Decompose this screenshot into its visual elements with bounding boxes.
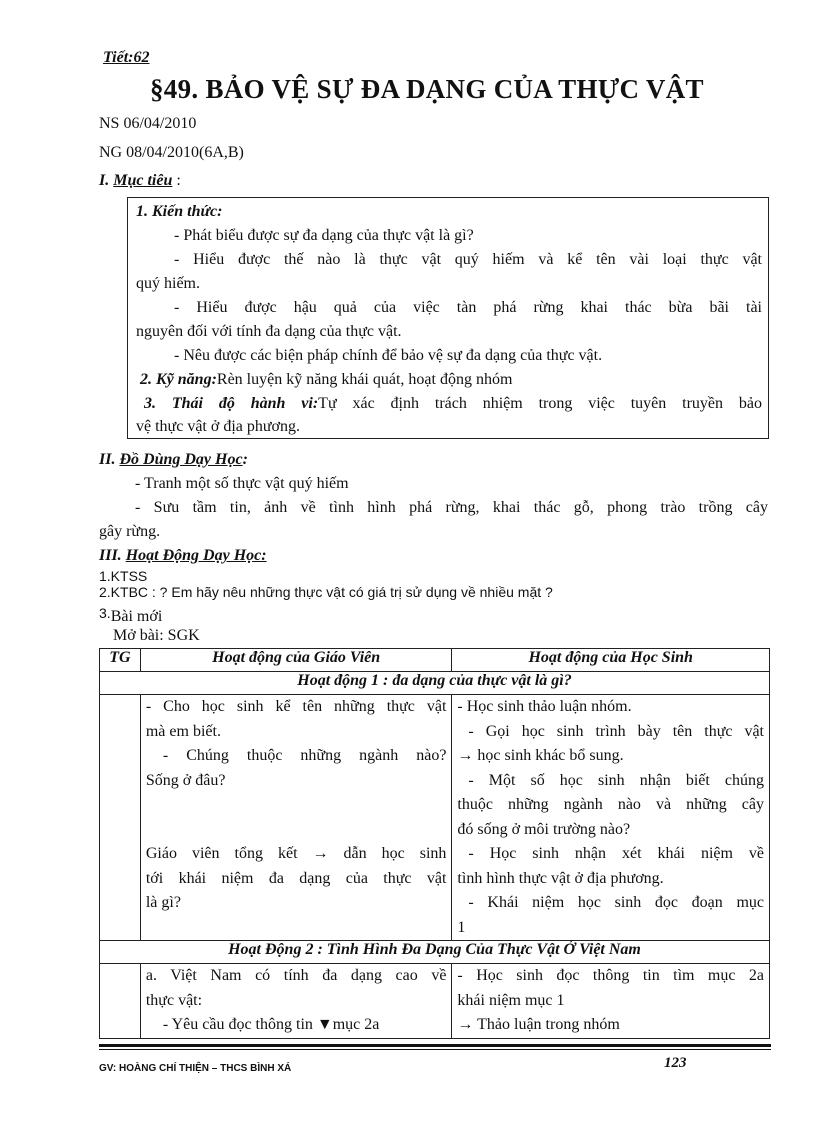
cell-line: khái niệm mục 1: [457, 991, 565, 1009]
cell-line: [141, 793, 452, 818]
objectives-heading-suffix: :: [172, 172, 181, 189]
cell-line: - Học sinh nhận xét khái niệm về: [468, 845, 764, 862]
intro-line: Mở bài: SGK: [113, 627, 200, 644]
activities-heading-text: Hoạt Động Dạy Học:: [125, 547, 267, 564]
page-title: §49. BẢO VỆ SỰ ĐA DẠNG CỦA THỰC VẬT: [150, 74, 704, 104]
objectives-heading-num: I.: [99, 172, 114, 189]
step-ktbc: 2.KTBC : ? Em hãy nêu những thực vật có giá trị sử dụng về nhiều mặt ?: [99, 584, 553, 600]
page-number: 123: [664, 1055, 687, 1071]
materials-item-cont: gây rừng.: [99, 523, 161, 540]
cell-line: - Cho học sinh kể tên những thực vật: [145, 698, 447, 715]
skill-text: Rèn luyện kỹ năng khái quát, hoạt động nhóm: [216, 371, 513, 388]
cell-line: tình hình thực vật ở địa phương.: [457, 869, 664, 887]
cell-line: Giáo viên tổng kết → dẫn học sinh: [145, 845, 447, 862]
cell-line: - Học sinh thảo luận nhóm.: [457, 698, 632, 715]
cell-line: [141, 818, 452, 843]
col-student-header: Hoạt động của Học Sinh: [452, 649, 770, 672]
col-tg-header: TG: [100, 649, 141, 672]
step-ktss: 1.KTSS: [99, 568, 148, 584]
activity2-title-row: [100, 941, 770, 964]
objectives-heading-text: Mục tiêu: [113, 172, 173, 189]
footer-rule-thick: [99, 1044, 771, 1047]
activity2-title: Hoạt Động 2 : Tình Hình Đa Dạng Của Thực Vật Ở Việt Nam: [100, 941, 770, 964]
prep-date: NS 06/04/2010: [99, 115, 197, 132]
lesson-number: Tiết:62: [103, 49, 150, 66]
activities-heading: [99, 547, 267, 565]
attitude-label: 3. Thái độ hành vi:: [144, 395, 319, 412]
cell-line: là gì?: [145, 894, 181, 911]
knowledge-item: - Nêu được các biện pháp chính để bảo vệ sự đa dạng của thực vật.: [174, 347, 603, 364]
cell-line: a. Việt Nam có tính đa dạng cao về: [145, 967, 447, 984]
materials-heading-num: II.: [99, 451, 120, 468]
step-new-lesson: [99, 605, 162, 626]
objectives-heading: [99, 172, 181, 190]
materials-heading-suffix: :: [242, 451, 248, 468]
cell-line: Sống ở đâu?: [145, 771, 226, 789]
cell-line: - Khái niệm học sinh đọc đoạn mục: [468, 894, 764, 911]
objectives-box: [127, 197, 769, 439]
attitude-text: Tự xác định trách nhiệm trong việc tuyên truyền bảo: [318, 395, 763, 412]
attitude-line: [144, 395, 762, 413]
materials-item: - Tranh một số thực vật quý hiếm: [135, 475, 349, 492]
cell-line: đó sống ở môi trường nào?: [457, 820, 631, 838]
activity1-student: [452, 695, 770, 941]
cell-line: - Chúng thuộc những ngành nào?: [162, 747, 447, 764]
step-new-lesson-text: Bài mới: [110, 608, 163, 625]
activity1-title-row: [100, 672, 770, 695]
activity2-teacher: [140, 964, 452, 1039]
skill-label: 2. Kỹ năng:: [140, 371, 217, 388]
skill-line: [140, 371, 512, 389]
cell-spacer: [141, 916, 452, 941]
activities-heading-num: III.: [99, 547, 126, 564]
step-new-lesson-num: 3.: [99, 605, 111, 621]
cell-line: mà em biết.: [145, 722, 221, 740]
cell-line: - Yêu cầu đọc thông tin ▼mục 2a: [162, 1016, 380, 1033]
cell-line: → học sinh khác bổ sung.: [457, 747, 624, 764]
cell-line: - Gọi học sinh trình bày tên thực vật: [468, 722, 764, 740]
cell-line: → Thảo luận trong nhóm: [457, 1016, 620, 1033]
knowledge-label: 1. Kiến thức:: [136, 203, 223, 220]
knowledge-item-cont: nguyên đối với tính đa dạng của thực vật.: [136, 323, 402, 340]
knowledge-item: - Phát biểu được sự đa dạng của thực vật là gì?: [174, 227, 474, 244]
attitude-text-cont: vệ thực vật ở địa phương.: [136, 418, 301, 435]
table-header-row: [100, 649, 770, 672]
activity1-row: [100, 695, 770, 941]
materials-heading-text: Đồ Dùng Dạy Học: [119, 451, 243, 468]
materials-item: - Sưu tầm tin, ảnh về tình hình phá rừng, khai thác gỗ, phong trào trồng cây: [135, 499, 768, 516]
activity1-teacher: [140, 695, 452, 941]
cell-line: - Học sinh đọc thông tin tìm mục 2a: [457, 967, 764, 984]
activity2-tg: [100, 964, 141, 1039]
activities-table: [99, 648, 770, 1039]
knowledge-item-cont: quý hiếm.: [136, 275, 200, 292]
activity2-row: [100, 964, 770, 1039]
materials-heading: [99, 451, 248, 469]
knowledge-item: - Hiểu được hậu quả của việc tàn phá rừng khai thác bừa bãi tài: [174, 299, 762, 316]
cell-line: - Một số học sinh nhận biết chúng: [468, 771, 764, 789]
footer-author: GV: HOÀNG CHÍ THIỆN – THCS BÌNH XÁ: [99, 1063, 292, 1074]
cell-line: tới khái niệm đa dạng của thực vật: [145, 869, 447, 887]
footer-rule-thin: [99, 1049, 771, 1050]
teach-date: NG 08/04/2010(6A,B): [99, 144, 244, 161]
knowledge-item: - Hiểu được thế nào là thực vật quý hiếm và kể tên vài loại thực vật: [174, 251, 762, 268]
cell-line: 1: [457, 918, 466, 936]
activity2-student: [452, 964, 770, 1039]
activity1-tg: [100, 695, 141, 941]
activity1-title: Hoạt động 1 : đa dạng của thực vật là gì?: [100, 672, 770, 695]
cell-line: thực vật:: [145, 991, 203, 1009]
col-teacher-header: Hoạt động của Giáo Viên: [140, 649, 452, 672]
cell-line: thuộc những ngành nào và những cây: [457, 796, 764, 813]
